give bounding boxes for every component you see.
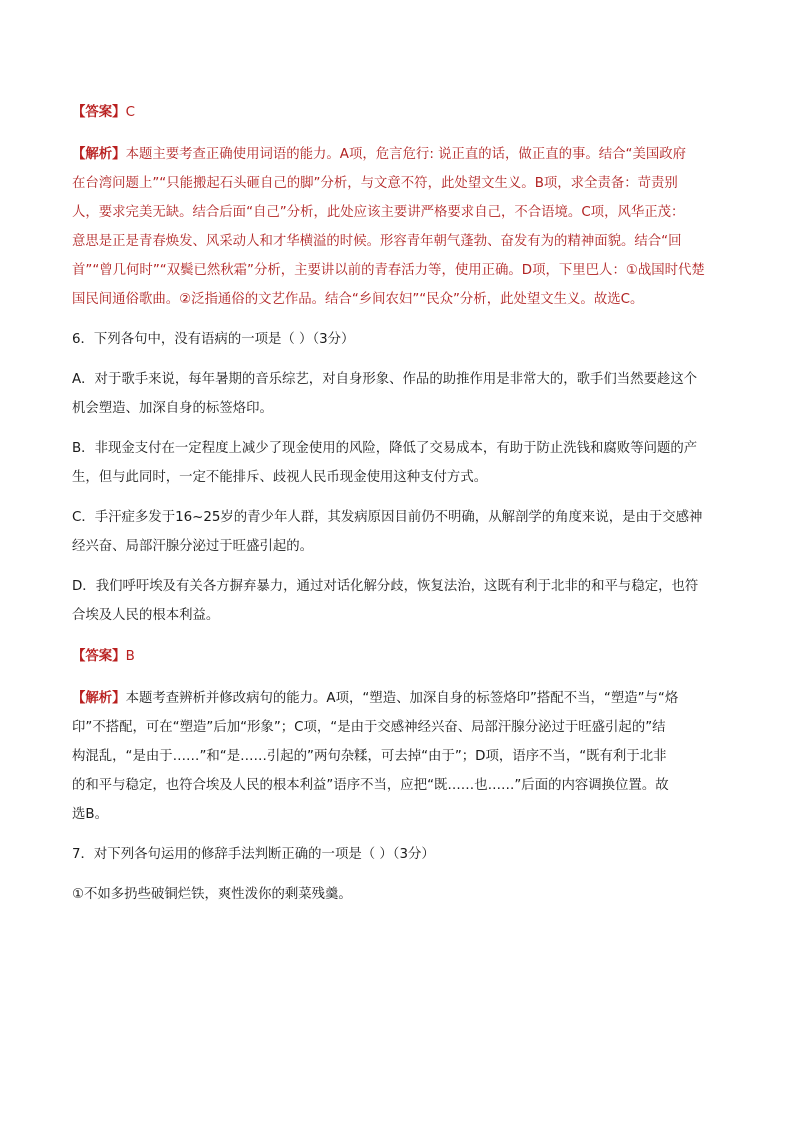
option-line: 经兴奋、局部汗腺分泌过于旺盛引起的。 — [72, 539, 314, 554]
option-line: 合埃及人民的根本利益。 — [72, 608, 220, 623]
analysis-line: 选B。 — [72, 807, 108, 822]
q7-item-1: ①不如多扔些破铜烂铁，爽性泼你的剩菜残羹。 — [72, 887, 352, 902]
analysis-text: 本题考查辨析并修改病句的能力。A项，“塑造、加深自身的标签烙印”搭配不当，“塑造”与“烙 — [125, 691, 679, 706]
answer-tag: 【答案】 — [72, 105, 126, 120]
option-line: 机会塑造、加深自身的标签烙印。 — [72, 401, 273, 416]
option-line: D．我们呼吁埃及有关各方摒弃暴力，通过对话化解分歧，恢复法治，这既有利于北非的和平与稳定，也符 — [72, 579, 699, 594]
q5-answer — [72, 98, 728, 127]
q6-option-a — [72, 365, 728, 423]
answer-value: C — [125, 105, 135, 120]
document-page — [72, 98, 728, 909]
analysis-line — [72, 684, 728, 713]
q7-stem: 7．对下列各句运用的修辞手法判断正确的一项是（ ）（3分） — [72, 847, 435, 862]
analysis-line: 首”“曾几何时”“双鬓已然秋霜”分析，主要讲以前的青春活力等，使用正确。D项，下里巴人：①战国时代楚 — [72, 263, 705, 278]
analysis-tag: 【解析】 — [72, 147, 126, 162]
analysis-line — [72, 140, 728, 169]
analysis-tag: 【解析】 — [72, 691, 126, 706]
option-line: C．手汗症多发于16~25岁的青少年人群，其发病原因目前仍不明确，从解剖学的角度来说，是由于交感神 — [72, 510, 703, 525]
analysis-line: 意思是正是青春焕发、风采动人和才华横溢的时候。形容青年朝气蓬勃、奋发有为的精神面貌。结合“回 — [72, 234, 682, 249]
analysis-line: 的和平与稳定，也符合埃及人民的根本利益”语序不当，应把“既……也……”后面的内容调换位置。故 — [72, 778, 669, 793]
option-line: B．非现金支付在一定程度上减少了现金使用的风险，降低了交易成本，有助于防止洗钱和腐败等问题的产 — [72, 441, 698, 456]
q6-option-b — [72, 434, 728, 492]
analysis-text: 本题主要考查正确使用词语的能力。A项，危言危行: 说正直的话，做正直的事。结合“美国政府 — [125, 147, 687, 162]
q5-analysis — [72, 140, 728, 314]
q6-stem: 6．下列各句中，没有语病的一项是（ ）（3分） — [72, 332, 355, 347]
q6-answer — [72, 642, 728, 671]
analysis-line: 人，要求完美无缺。结合后面“自己”分析，此处应该主要讲严格要求自己，不合语境。C项，风华正茂： — [72, 205, 685, 220]
analysis-line: 国民间通俗歌曲。②泛指通俗的文艺作品。结合“乡间农妇”“民众”分析，此处望文生义。故选C。 — [72, 292, 644, 307]
q6-analysis — [72, 684, 728, 829]
q6-option-d — [72, 572, 728, 630]
option-line: A．对于歌手来说，每年暑期的音乐综艺，对自身形象、作品的助推作用是非常大的，歌手们当然要趁这个 — [72, 372, 698, 387]
answer-value: B — [125, 649, 135, 664]
q6-option-c — [72, 503, 728, 561]
analysis-line: 构混乱，“是由于……”和“是……引起的”两句杂糅，可去掉“由于”；D项，语序不当，“既有利于北非 — [72, 749, 667, 764]
analysis-line: 印”不搭配，可在“塑造”后加“形象”；C项，“是由于交感神经兴奋、局部汗腺分泌过于旺盛引起的”结 — [72, 720, 666, 735]
option-line: 生，但与此同时，一定不能排斥、歧视人民币现金使用这种支付方式。 — [72, 470, 488, 485]
analysis-line: 在台湾问题上”“只能搬起石头砸自己的脚”分析，与文意不符，此处望文生义。B项，求全责备：苛责别 — [72, 176, 678, 191]
answer-tag: 【答案】 — [72, 649, 126, 664]
